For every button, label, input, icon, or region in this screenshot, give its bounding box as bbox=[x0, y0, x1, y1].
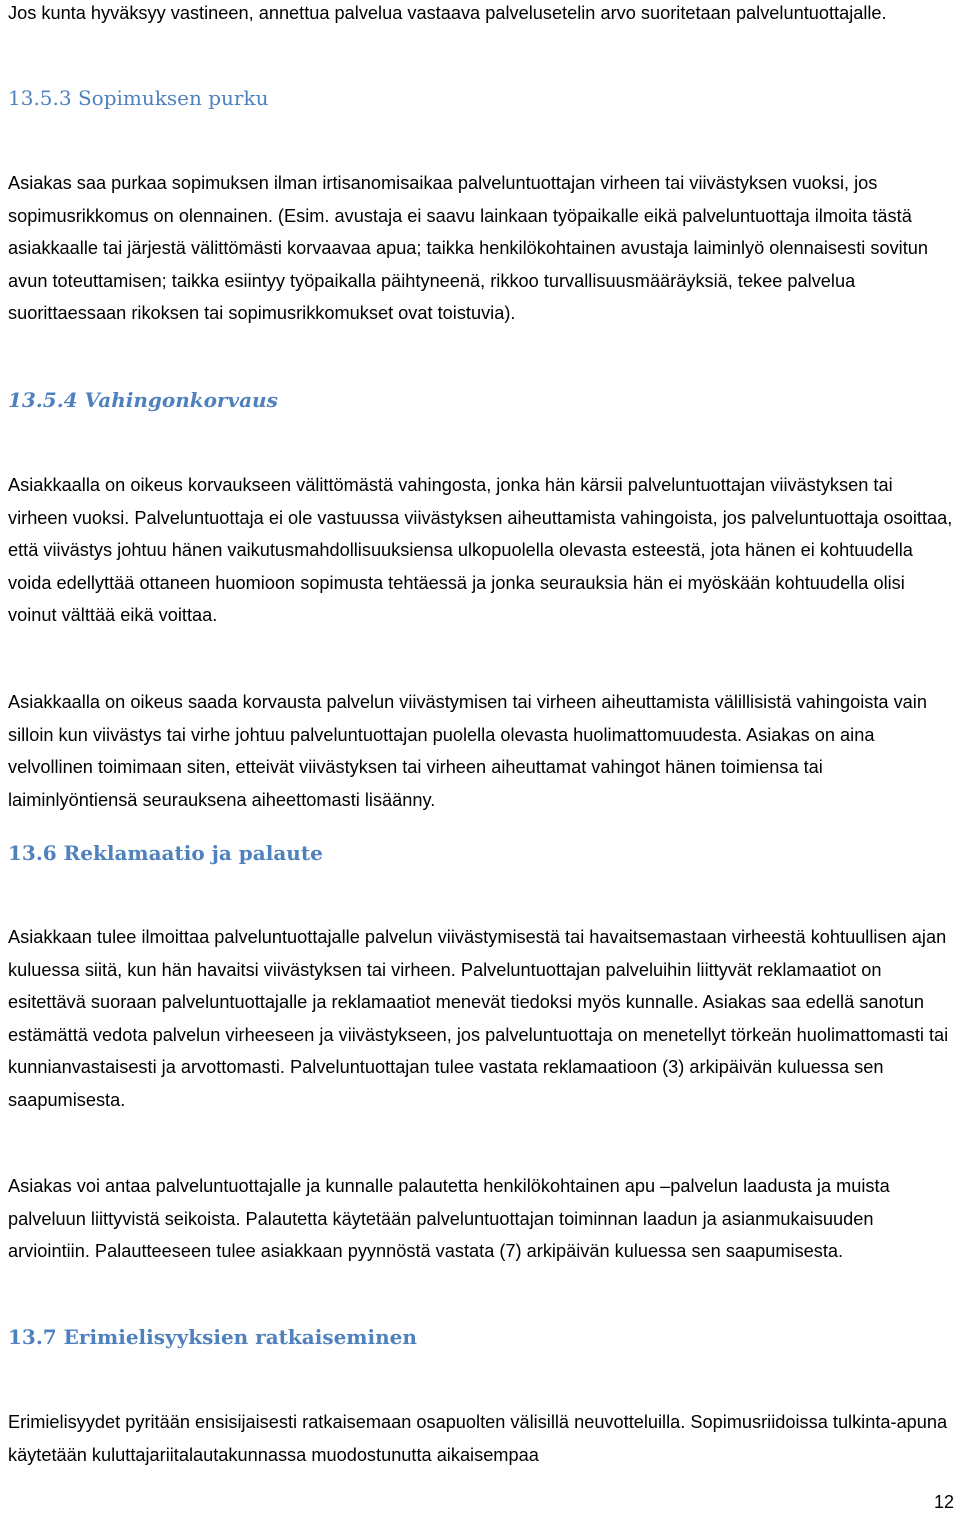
heading-reklamaatio-ja-palaute: 13.6 Reklamaatio ja palaute bbox=[8, 841, 323, 865]
paragraph-vahingonkorvaus-2: Asiakkaalla on oikeus saada korvausta palvelun viivästymisen tai virheen aiheuttamista välillisistä vahingoista vain silloin kun viivästys tai virhe johtuu palveluntuottajan puolella olevasta huolimattomuudesta. Asiakas on aina velvollinen toimimaan siten, etteivät viivästyksen tai virheen aiheuttamat vahingot hänen toimiensa tai laiminlyöntiensä seurauksena aiheettomasti lisäänny. bbox=[8, 692, 927, 810]
heading-vahingonkorvaus: 13.5.4 Vahingonkorvaus bbox=[8, 388, 278, 412]
paragraph-sopimuksen-purku: Asiakas saa purkaa sopimuksen ilman irtisanomisaikaa palveluntuottajan virheen tai viivästyksen vuoksi, jos sopimusrikkomus on olennainen. (Esim. avustaja ei saavu lainkaan työpaikalle eikä palveluntuottaja ilmoita tästä asiakkaalle tai järjestä välittömästi korvaavaa apua; taikka henkilökohtainen avustaja laiminlyö olennaisesti sovitun avun toteuttamisen; taikka esiintyy työpaikalla päihtyneenä, rikkoo turvallisuusmääräyksiä, tekee palvelua suorittaessaan rikoksen tai sopimusrikkomukset ovat toistuvia). bbox=[8, 173, 928, 324]
intro-paragraph: Jos kunta hyväksyy vastineen, annettua palvelua vastaava palvelusetelin arvo suoritetaan palveluntuottajalle. bbox=[8, 3, 887, 23]
page-number: 12 bbox=[933, 1492, 954, 1512]
paragraph-reklamaatio: Asiakkaan tulee ilmoittaa palveluntuottajalle palvelun viivästymisestä tai havaitsemastaan virheestä kohtuullisen ajan kuluessa siitä, kun hän havaitsi viivästyksen tai virheen. Palveluntuottajan palveluihin liittyvät reklamaatiot on esitettävä suoraan palveluntuottajalle ja reklamaatiot menevät tiedoksi myös kunnalle. Asiakas saa edellä sanotun estämättä vedota palvelun virheeseen ja viivästykseen, jos palveluntuottaja on menetellyt törkeän huolimattomasti tai kunnianvastaisesti ja arvottomasti. Palveluntuottajan tulee vastata reklamaatioon (3) arkipäivän kuluessa sen saapumisesta. bbox=[8, 927, 949, 1110]
heading-sopimuksen-purku: 13.5.3 Sopimuksen purku bbox=[8, 86, 269, 110]
paragraph-erimielisyydet: Erimielisyydet pyritään ensisijaisesti ratkaisemaan osapuolten välisillä neuvotteluilla. Sopimusriidoissa tulkinta-apuna käytetään kuluttajariitalautakunnassa muodostunutta aikaisempaa bbox=[8, 1412, 948, 1465]
paragraph-vahingonkorvaus-1: Asiakkaalla on oikeus korvaukseen välittömästä vahingosta, jonka hän kärsii palveluntuottajan viivästyksen tai virheen vuoksi. Palveluntuottaja ei ole vastuussa viivästyksen aiheuttamista vahingoista, jos palveluntuottaja osoittaa, että viivästys johtuu hänen vaikutusmahdollisuuksiensa ulkopuolella olevasta esteestä, jota hänen ei kohtuudella voida edellyttää ottaneen huomioon sopimusta tehtäessä ja jonka seurauksia hän ei myöskään kohtuudella olisi voinut välttää eikä voittaa. bbox=[8, 475, 953, 626]
heading-erimielisyyksien-ratkaiseminen: 13.7 Erimielisyyksien ratkaiseminen bbox=[8, 1325, 417, 1349]
paragraph-palaute: Asiakas voi antaa palveluntuottajalle ja kunnalle palautetta henkilökohtainen apu –palvelun laadusta ja muista palveluun liittyvistä seikoista. Palautetta käytetään palveluntuottajan toiminnan laadun ja asianmukaisuuden arviointiin. Palautteeseen tulee asiakkaan pyynnöstä vastata (7) arkipäivän kuluessa sen saapumisesta. bbox=[8, 1176, 890, 1262]
